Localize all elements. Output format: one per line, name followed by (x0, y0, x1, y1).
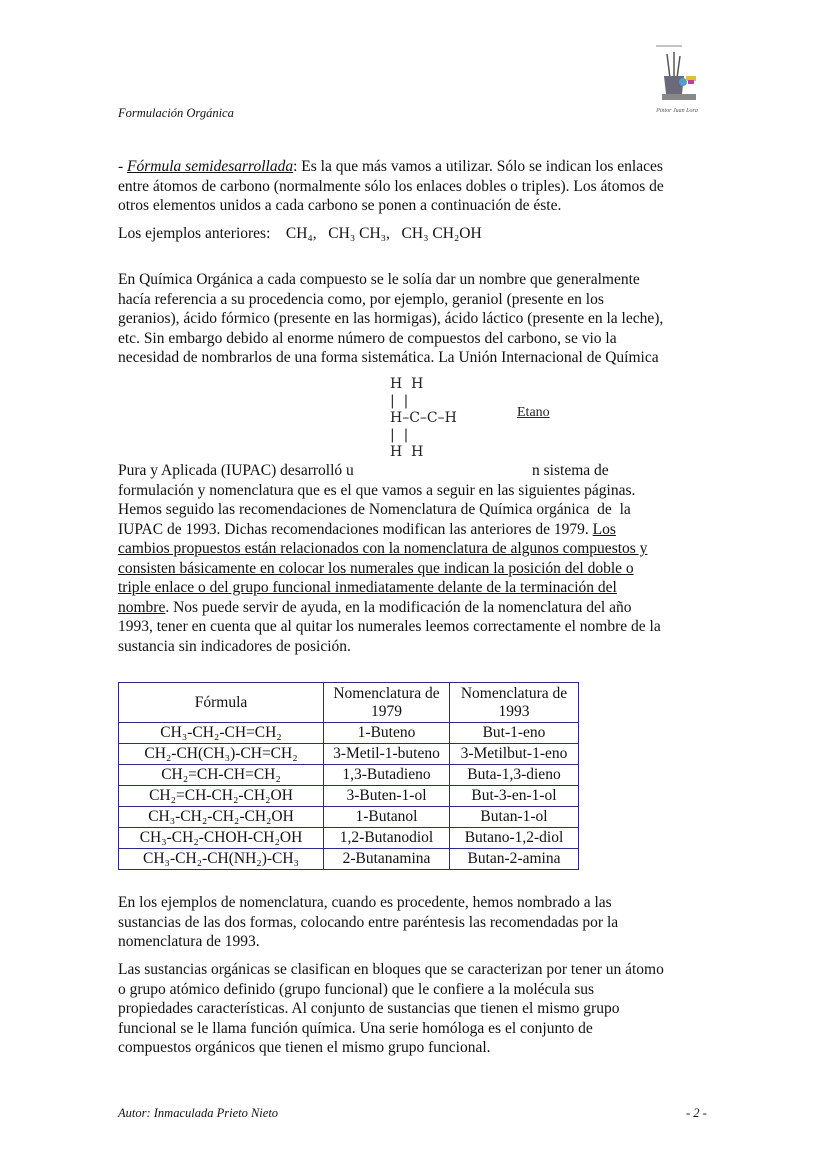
text-segment: funcional se le llama función química. Una serie homóloga es el conjunto de (118, 1019, 593, 1037)
text-line (118, 481, 718, 501)
cell-name-1993: But-3-en-1-ol (450, 786, 579, 807)
cell-name-1993: Butan-2-amina (450, 849, 579, 870)
text-line (118, 157, 718, 177)
text-segment: entre átomos de carbono (normalmente sólo los enlaces dobles o triples). Los átomos de (118, 177, 664, 195)
text-line (118, 520, 718, 540)
text-line (118, 196, 718, 216)
logo-icon (652, 44, 702, 118)
text-segment: IUPAC de 1993. Dichas recomendaciones modifican las anteriores de 1979. (118, 520, 593, 538)
text-segment: formulación y nomenclatura que es el que vamos a seguir en las siguientes páginas. (118, 481, 636, 499)
table-header-row (119, 683, 579, 723)
text-line (118, 348, 718, 368)
text-line (118, 598, 718, 618)
text-segment: etc. Sin embargo debido al enorme número de compuestos del carbono, se vio la (118, 329, 617, 347)
text-segment: cambios propuestos están relacionados con la nomenclatura de algunos compuestos y (118, 540, 648, 557)
ethane-structure: H H | | H–C–C–H | | H H (390, 376, 457, 460)
cell-name-1979: 1,2-Butanodiol (324, 828, 450, 849)
text-line (118, 932, 718, 952)
cell-formula: CH₂=CH-CH₂-CH₂OH (119, 786, 324, 807)
text-segment: Pura y Aplicada (IUPAC) desarrolló u n sistema de (118, 462, 609, 479)
table-row (119, 828, 579, 849)
text-segment: En Química Orgánica a cada compuesto se le solía dar un nombre que generalmente (118, 271, 640, 288)
text-segment: nomenclatura de 1993. (118, 933, 260, 950)
header-1993: Nomenclatura de 1993 (450, 683, 579, 723)
text-line (118, 578, 718, 598)
nomenclature-table (118, 682, 579, 870)
text-line (118, 637, 718, 657)
table-row (119, 786, 579, 807)
text-segment: geranios), ácido fórmico (presente en las hormigas), ácido láctico (presente en la leche), (118, 310, 664, 327)
ethane-label: Etano (517, 405, 550, 420)
text-segment: En los ejemplos de nomenclatura, cuando es procedente, hemos nombrado a las (118, 894, 612, 911)
text-segment: Los ejemplos anteriores: CH₄, CH₃ CH₃, CH₃ CH₂OH (118, 225, 482, 242)
cell-name-1993: 3-Metilbut-1-eno (450, 744, 579, 765)
cell-name-1979: 1-Buteno (324, 723, 450, 744)
text-line (118, 913, 718, 933)
text-segment: necesidad de nombrarlos de una forma sistemática. La Unión Internacional de Química (118, 349, 659, 366)
header-formula: Fórmula (119, 683, 324, 723)
text-line (118, 539, 718, 559)
text-line (118, 1038, 718, 1058)
table-row (119, 723, 579, 744)
text-line (118, 461, 718, 481)
text-line (118, 980, 718, 1000)
text-line (118, 290, 718, 310)
text-line (118, 999, 718, 1019)
table-row (119, 744, 579, 765)
text-segment: consisten básicamente en colocar los numerales que indican la posición del doble o (118, 559, 634, 577)
text-segment: hacía referencia a su procedencia como, por ejemplo, geraniol (presente en los (118, 290, 604, 308)
paragraph-nomenclature-history (118, 270, 718, 368)
cell-formula: CH₂=CH-CH=CH₂ (119, 765, 324, 786)
text-line (118, 960, 718, 980)
text-segment: propiedades características. Al conjunto de sustancias que tienen el mismo grupo (118, 1000, 620, 1017)
paragraph-examples (118, 224, 718, 244)
footer-author: Autor: Inmaculada Prieto Nieto (118, 1106, 279, 1120)
cell-name-1979: 3-Metil-1-buteno (324, 744, 450, 765)
cell-name-1979: 1-Butanol (324, 807, 450, 828)
page-number: - 2 - (686, 1106, 707, 1120)
svg-text:Pintor Juan Lora: Pintor Juan Lora (656, 108, 698, 114)
cell-formula: CH₃-CH₂-CH=CH₂ (119, 723, 324, 744)
paragraph-semidesarrollada (118, 157, 718, 216)
text-line (118, 617, 718, 637)
text-segment: nombre (118, 598, 166, 616)
text-line (118, 329, 718, 349)
paragraph-examples-note (118, 893, 718, 952)
text-segment: Las sustancias orgánicas se clasifican en bloques que se caracterizan por tener un átomo (118, 961, 664, 978)
text-segment: Los (592, 520, 616, 538)
cell-formula: CH₂-CH(CH₃)-CH=CH₂ (119, 744, 324, 765)
text-line (118, 270, 718, 290)
text-line (118, 1019, 718, 1039)
cell-formula: CH₃-CH₂-CH₂-CH₂OH (119, 807, 324, 828)
text-segment: Hemos seguido las recomendaciones de Nomenclatura de Química orgánica de la (118, 501, 631, 518)
text-segment: 1993, tener en cuenta que al quitar los numerales leemos correctamente el nombre de la (118, 618, 661, 635)
table-row (119, 849, 579, 870)
header-title: Formulación Orgánica (118, 106, 234, 120)
text-segment: o grupo atómico definido (grupo funcional) que le confiere a la molécula sus (118, 980, 595, 998)
text-line (118, 177, 718, 197)
paragraph-iupac (118, 461, 718, 656)
text-segment: sustancia sin indicadores de posición. (118, 637, 351, 655)
cell-formula: CH₃-CH₂-CH(NH₂)-CH₃ (119, 849, 324, 870)
cell-formula: CH₃-CH₂-CHOH-CH₂OH (119, 828, 324, 849)
text-line (118, 559, 718, 579)
text-line (118, 224, 718, 244)
cell-name-1993: Butano-1,2-diol (450, 828, 579, 849)
table-row (119, 765, 579, 786)
cell-name-1993: But-1-eno (450, 723, 579, 744)
table-row (119, 807, 579, 828)
text-segment: . Nos puede servir de ayuda, en la modificación de la nomenclatura del año (165, 598, 632, 616)
text-segment: otros elementos unidos a cada carbono se ponen a continuación de éste. (118, 197, 562, 214)
text-segment: triple enlace o del grupo funcional inmediatamente delante de la terminación del (118, 579, 617, 596)
text-segment: compuestos orgánicos que tienen el mismo grupo funcional. (118, 1039, 491, 1056)
text-line (118, 893, 718, 913)
text-segment: - (118, 158, 128, 175)
text-segment: : Es la que más vamos a utilizar. Sólo se indican los enlaces (293, 158, 663, 175)
cell-name-1979: 1,3-Butadieno (324, 765, 450, 786)
cell-name-1993: Buta-1,3-dieno (450, 765, 579, 786)
paragraph-functional-groups (118, 960, 718, 1058)
cell-name-1979: 2-Butanamina (324, 849, 450, 870)
text-line (118, 500, 718, 520)
header-1979: Nomenclatura de 1979 (324, 683, 450, 723)
text-segment: sustancias de las dos formas, colocando entre paréntesis las recomendadas por la (118, 913, 619, 931)
cell-name-1979: 3-Buten-1-ol (324, 786, 450, 807)
text-line (118, 309, 718, 329)
text-segment: Fórmula semidesarrollada (127, 158, 294, 175)
cell-name-1993: Butan-1-ol (450, 807, 579, 828)
